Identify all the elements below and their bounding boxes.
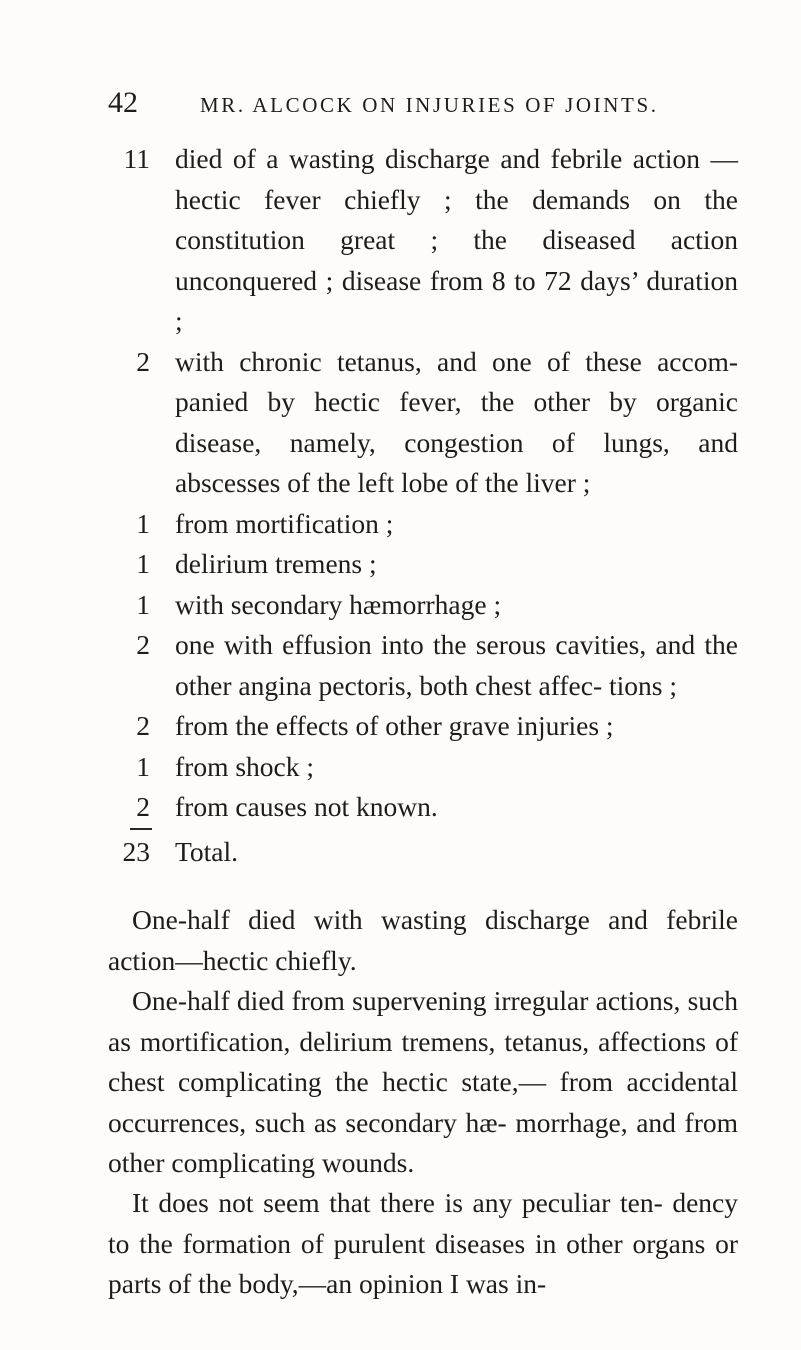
case-description: from shock ; [175, 750, 315, 782]
case-count: 2 [136, 791, 150, 822]
case-description: with secondary hæmorrhage ; [175, 588, 502, 620]
list-item [0, 585, 801, 626]
case-description: from mortification ; [175, 507, 394, 539]
total-label: Total. [175, 836, 238, 867]
list-item [0, 504, 801, 545]
page-header [108, 86, 668, 126]
case-count: 1 [136, 548, 150, 579]
list-item [0, 139, 801, 342]
case-description: delirium tremens ; [175, 548, 377, 579]
case-description: from the effects of other grave injuries ; [175, 710, 614, 741]
list-item [0, 544, 801, 585]
case-count: 2 [136, 345, 150, 377]
case-count: 1 [136, 750, 150, 782]
list-item [0, 706, 801, 747]
case-count: 11 [123, 143, 150, 174]
total-row [0, 832, 801, 874]
case-count: 2 [136, 710, 150, 741]
running-head: MR. ALCOCK ON INJURIES OF JOINTS. [200, 93, 659, 117]
list-item [0, 747, 801, 788]
case-count: 1 [136, 507, 150, 539]
list-item [0, 342, 801, 504]
case-description: died of a wasting discharge and febrile action —hectic fever chiefly ; the demands on the constitution great ; the diseased action unconquered ; disease from 8 to 72 days’ duration ; [175, 143, 738, 336]
paragraph: One-half died from supervening irregular actions, such as mortification, delirium tremens, tetanus, affections of chest complicating the hectic state,— from accidental occurrences, such as secondary hæ- morrhage, and from other complicating wounds. [108, 985, 738, 1178]
case-description: one with effusion into the serous cavities, and the other angina pectoris, both chest affec- tions ; [175, 629, 738, 701]
paragraph: It does not seem that there is any peculiar ten- dency to the formation of purulent diseases in other organs or parts of the body,—an opinion I was in- [108, 1187, 738, 1299]
sum-divider [130, 828, 152, 830]
paragraph: One-half died with wasting discharge and febrile action—hectic chiefly. [108, 904, 738, 976]
case-description: from causes not known. [175, 791, 438, 822]
list-item [0, 625, 801, 706]
case-count: 1 [136, 588, 150, 620]
case-count: 2 [136, 629, 150, 660]
total-count: 23 [122, 836, 150, 867]
case-list [0, 139, 801, 828]
case-description: with chronic tetanus, and one of these accom- panied by hectic fever, the other by organic disease, namely, congestion of lungs, and abscesses of the left lobe of the liver ; [175, 345, 738, 498]
page-number: 42 [108, 86, 138, 119]
list-item [0, 787, 801, 828]
